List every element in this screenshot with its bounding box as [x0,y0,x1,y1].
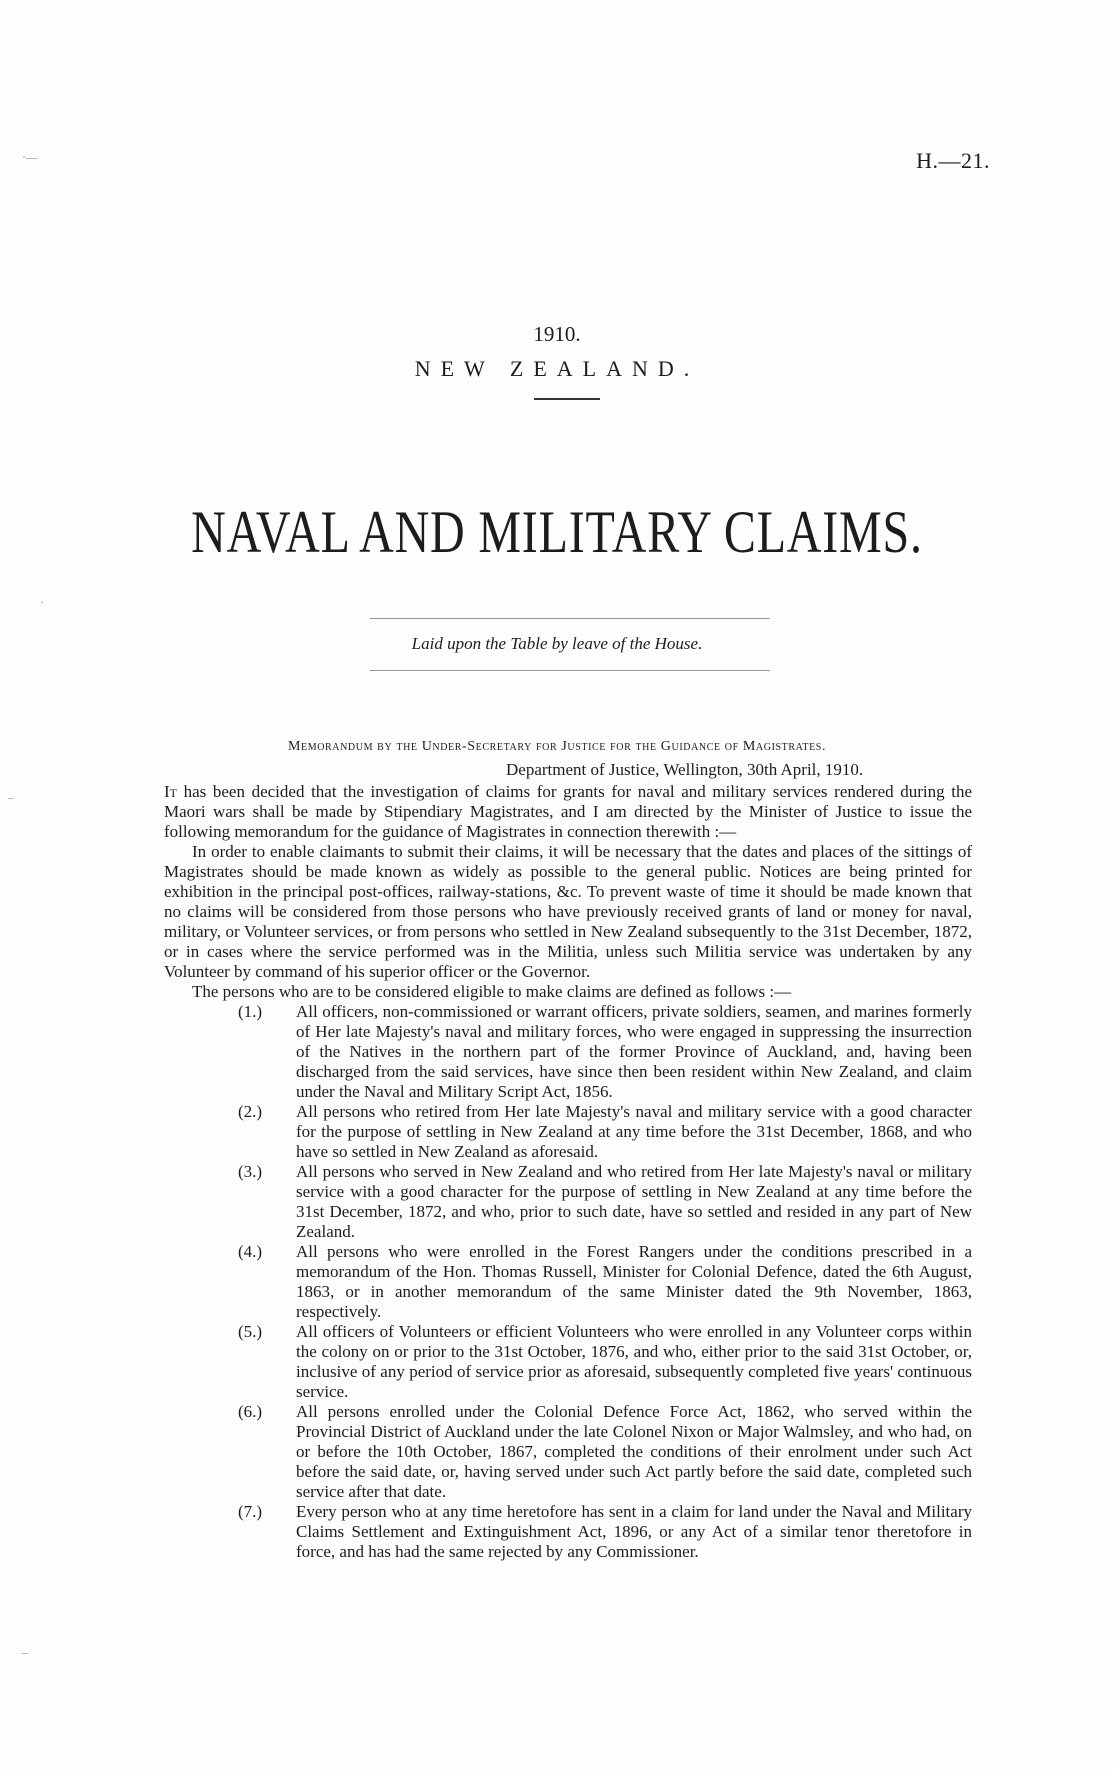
list-item-text: All persons who retired from Her late Majesty's naval and military service with a good character for the purpose of settling in New Zealand at any time before the 31st December, 1868, and who have so settled in New Zealand as aforesaid. [296,1102,972,1161]
document-year: 1910. [533,322,581,346]
list-item-text: Every person who at any time heretofore has sent in a claim for land under the Naval and Military Claims Settlement and Extinguishment Act, 1896, or any Act of a similar tenor theretofore in force, and has had the same rejected by any Commissioner. [296,1502,972,1561]
scan-speck: · [40,595,44,609]
country-heading: NEW ZEALAND. [414,356,700,381]
memorandum-heading: Memorandum by the Under-Secretary for Justice for the Guidance of Magistrates. [287,739,827,754]
memorandum-body [164,782,972,1562]
list-item-number: (3.) [238,1162,263,1181]
list-item [164,1102,972,1162]
paragraph-intro-text: has been decided that the investigation of claims for grants for naval and military services rendered during the Maori wars shall be made by Stipendiary Magistrates, and I am directed by the Minister of Justice to issue the following memorandum for the guidance of Magistrates in connection therewith :— [164,782,972,841]
paragraph-notices: In order to enable claimants to submit their claims, it will be necessary that the dates and places of the sittings of Magistrates should be made known as widely as possible to the general public. Notices are being printed for exhibition in the principal post-offices, railway-stations, &c. To prevent waste of time it should be made known that no claims will be considered from those persons who have previously received grants of land or money for naval, military, or Volunteer services, or from persons who settled in New Zealand subsequently to the 31st December, 1872, or in cases where the service performed was in the Militia, unless such Militia service was undertaken by any Volunteer by command of his superior officer or the Governor. [164,842,972,981]
divider-short [534,398,600,400]
paragraph-eligibility: The persons who are to be considered eligible to make claims are defined as follows :— [192,982,792,1001]
list-item-text: All officers, non-commissioned or warrant officers, private soldiers, seamen, and marines formerly of Her late Majesty's naval and military forces, who were engaged in suppressing the insurrection of the Natives in the northern part of the former Province of Auckland, and, having been discharged from the said services, have since then been resident within New Zealand, and claim under the Naval and Military Script Act, 1856. [296,1002,972,1101]
page-reference-code: H.—21. [916,148,990,173]
list-item [164,1502,972,1562]
list-item-number: (1.) [238,1002,263,1021]
laid-upon-table-note: Laid upon the Table by leave of the House. [411,634,703,653]
list-item-number: (4.) [238,1242,263,1261]
scan-speck: – [22,1645,28,1659]
list-item [164,1242,972,1322]
list-item-text: All officers of Volunteers or efficient Volunteers who were enrolled in any Volunteer corps within the colony on or prior to the 31st October, 1876, and who, either prior to the said 31st October, or, inclusive of any period of service prior as aforesaid, subsequently completed five years' continuous service. [296,1322,972,1401]
list-item [164,1162,972,1242]
list-item-number: (6.) [238,1402,263,1421]
list-item-number: (2.) [238,1102,263,1121]
divider-top [370,618,770,619]
paragraph-intro [164,782,972,842]
scan-speck: ·— [22,150,38,164]
dateline: Department of Justice, Wellington, 30th April, 1910. [506,760,864,779]
paragraph-intro-first-word: It [164,782,177,801]
list-item [164,1002,972,1102]
list-item [164,1322,972,1402]
list-item-text: All persons who served in New Zealand and who retired from Her late Majesty's naval or military service with a good character for the purpose of settling in New Zealand at any time before the 31st December, 1872, and who, prior to such date, have so settled and resided in any part of New Zealand. [296,1162,972,1241]
list-item-text: All persons who were enrolled in the Forest Rangers under the conditions prescribed in a memorandum of the Hon. Thomas Russell, Minister for Colonial Defence, dated the 6th August, 1863, or in another memorandum of the same Minister dated the 9th November, 1863, respectively. [296,1242,972,1321]
document-title: NAVAL AND MILITARY CLAIMS. [191,499,923,565]
divider-bottom [370,670,770,671]
list-item-number: (5.) [238,1322,263,1341]
scan-speck: – [8,790,14,804]
list-item-number: (7.) [238,1502,263,1521]
eligibility-list [164,1002,972,1562]
list-item [164,1402,972,1502]
list-item-text: All persons enrolled under the Colonial Defence Force Act, 1862, who served within the Provincial District of Auckland under the late Colonel Nixon or Major Walmsley, and who had, on or before the 10th October, 1867, completed the conditions of their enrolment under such Act before the said date, or, having served under such Act partly before the said date, completed such service after that date. [296,1402,972,1501]
